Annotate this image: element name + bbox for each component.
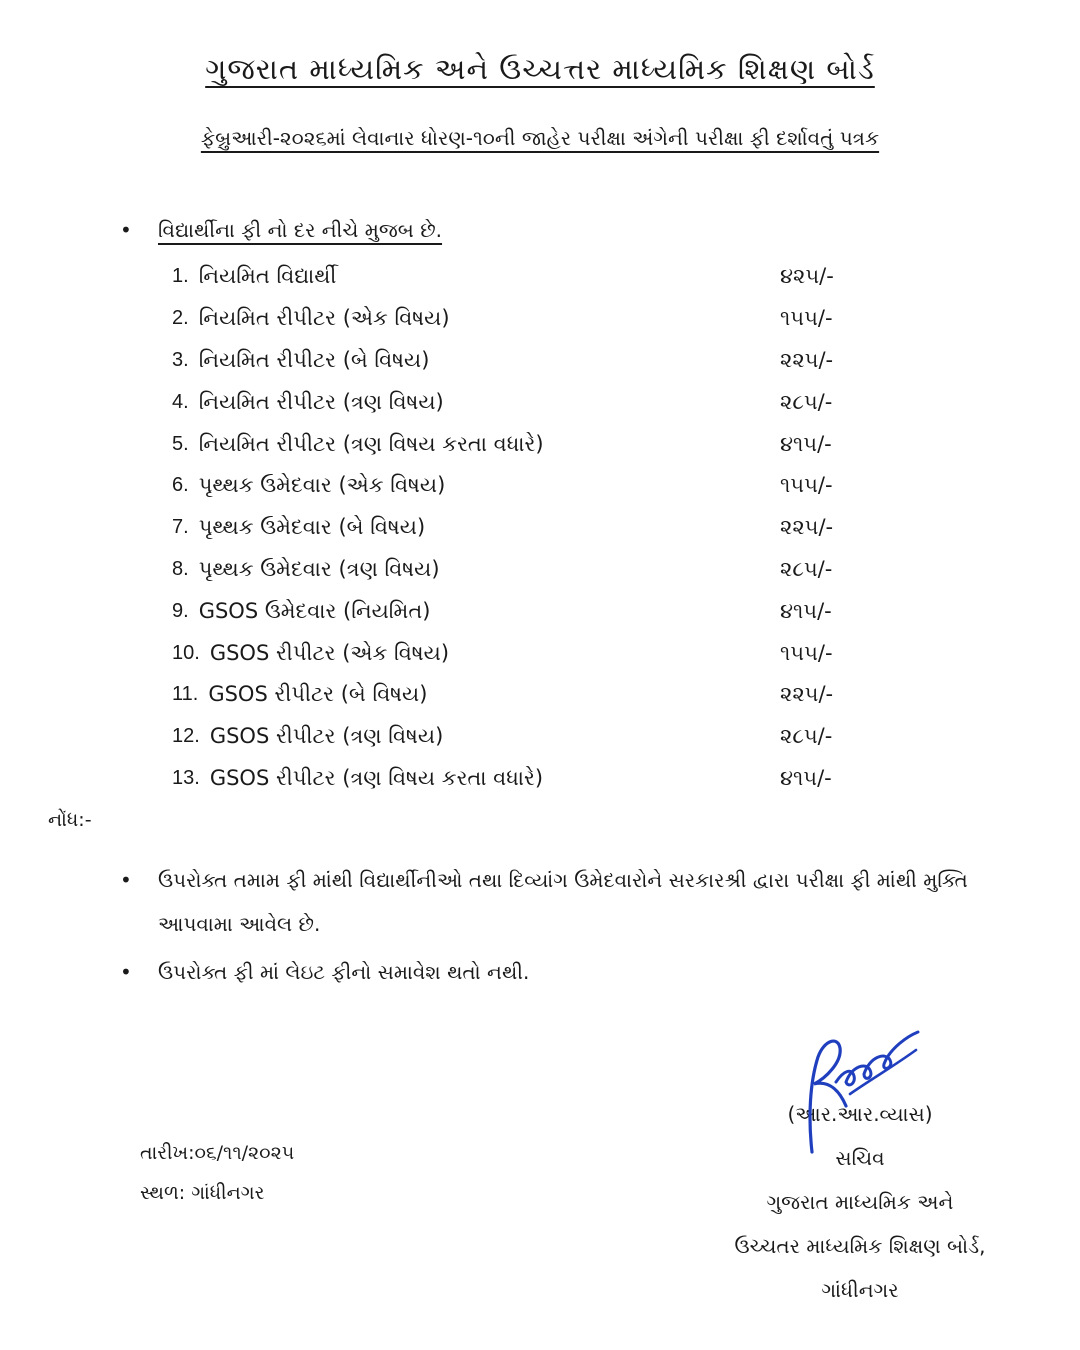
note-item — [120, 950, 1020, 994]
bullet-icon: • — [120, 218, 132, 242]
fee-row — [172, 423, 872, 465]
fee-amount: ૪૧૫/- — [780, 431, 832, 456]
fee-amount: ૨૨૫/- — [780, 682, 834, 707]
fee-label: નિયમિત વિદ્યાર્થી — [198, 264, 337, 289]
note-text: ઉપરોક્ત તમામ ફી માંથી વિદ્યાર્થીનીઓ તથા દિવ્યાંગ ઉમેદવારોને સરકારશ્રી દ્વારા પરીક્ષા ફી માંથી મુક્તિ આપવામા આવેલ છે. — [158, 868, 968, 936]
fee-amount: ૨૨૫/- — [780, 515, 834, 540]
fee-label: GSOS રીપીટર (ત્રણ વિષય) — [209, 724, 444, 749]
fee-amount: ૧૫૫/- — [780, 306, 833, 331]
fee-number: 6. — [172, 474, 189, 497]
fee-label: GSOS રીપીટર (ત્રણ વિષય કરતા વધારે) — [209, 765, 544, 790]
fee-label: નિયમિત રીપીટર (ત્રણ વિષય કરતા વધારે) — [198, 431, 544, 456]
signatory-name: (આર.આર.વ્યાસ) — [787, 1102, 933, 1126]
fee-number: 9. — [172, 599, 189, 622]
document-subtitle: ફેબ્રુઆરી-૨૦૨૬માં લેવાનાર ધોરણ-૧૦ની જાહેર પરીક્ષા અંગેની પરીક્ષા ફી દર્શાવતું પત્રક — [200, 126, 880, 150]
fee-label: પૃથ્થક ઉમેદવાર (એક વિષય) — [198, 473, 446, 498]
signatory-role: સચિવ — [835, 1146, 885, 1170]
fee-number: 5. — [172, 432, 189, 455]
note-text: ઉપરોક્ત ફી માં લેઇટ ફીનો સમાવેશ થતો નથી. — [158, 960, 530, 984]
fee-row — [172, 256, 872, 298]
fee-number: 13. — [172, 766, 200, 789]
fee-row — [172, 632, 872, 674]
issue-place: સ્થળ: ગાંધીનગર — [140, 1182, 265, 1204]
fee-row — [172, 298, 872, 340]
fee-intro — [120, 218, 442, 242]
fee-row — [172, 716, 872, 758]
fee-row — [172, 758, 872, 800]
fee-label: નિયમિત રીપીટર (એક વિષય) — [198, 306, 450, 331]
fee-amount: ૪૧૫/- — [780, 765, 832, 790]
fee-amount: ૨૮૫/- — [780, 556, 833, 581]
fee-amount: ૧૫૫/- — [780, 473, 833, 498]
fee-amount: ૨૮૫/- — [780, 389, 833, 414]
fee-label: નિયમિત રીપીટર (ત્રણ વિષય) — [198, 389, 444, 414]
bullet-icon: • — [120, 868, 132, 892]
fee-number: 8. — [172, 557, 189, 580]
org-line-1: ગુજરાત માધ્યમિક અને — [766, 1190, 954, 1214]
fee-number: 7. — [172, 516, 189, 539]
date-place-block — [140, 1133, 294, 1213]
fee-number: 12. — [172, 725, 200, 748]
fee-label: GSOS રીપીટર (બે વિષય) — [208, 682, 428, 707]
fee-row — [172, 674, 872, 716]
fee-number: 1. — [172, 265, 189, 288]
fee-amount: ૪૧૫/- — [780, 598, 832, 623]
fee-row — [172, 590, 872, 632]
fee-number: 2. — [172, 307, 189, 330]
fee-label: GSOS રીપીટર (એક વિષય) — [209, 640, 450, 665]
fee-label: નિયમિત રીપીટર (બે વિષય) — [198, 347, 430, 372]
org-line-2: ઉચ્ચતર માધ્યમિક શિક્ષણ બોર્ડ, — [734, 1234, 986, 1258]
org-line-3: ગાંધીનગર — [821, 1278, 899, 1302]
bullet-icon: • — [120, 960, 132, 984]
fee-amount: ૨૨૫/- — [780, 347, 834, 372]
fee-number: 11. — [172, 683, 199, 706]
fee-row — [172, 340, 872, 382]
fee-label: પૃથ્થક ઉમેદવાર (બે વિષય) — [198, 515, 426, 540]
fee-intro-text: વિદ્યાર્થીના ફી નો દર નીચે મુજબ છે. — [158, 218, 443, 242]
signature-icon — [790, 1022, 930, 1162]
fee-row — [172, 507, 872, 549]
issue-date: તારીખ:૦૬/૧૧/૨૦૨૫ — [140, 1142, 295, 1164]
fee-row — [172, 465, 872, 507]
fee-number: 4. — [172, 390, 189, 413]
fee-row — [172, 549, 872, 591]
fee-row — [172, 381, 872, 423]
fee-amount: ૪૨૫/- — [780, 264, 834, 289]
fee-amount: ૧૫૫/- — [780, 640, 833, 665]
fee-amount: ૨૮૫/- — [780, 724, 833, 749]
fee-label: GSOS ઉમેદવાર (નિયમિત) — [198, 598, 431, 623]
fee-number: 3. — [172, 348, 189, 371]
board-title: ગુજરાત માધ્યમિક અને ઉચ્ચત્તર માધ્યમિક શિક્ષણ બોર્ડ — [205, 52, 875, 86]
notes-heading: નોંધ:- — [48, 809, 92, 831]
note-item — [120, 858, 1020, 946]
fee-label: પૃથ્થક ઉમેદવાર (ત્રણ વિષય) — [198, 556, 440, 581]
fee-number: 10. — [172, 641, 200, 664]
fee-list — [172, 256, 872, 799]
